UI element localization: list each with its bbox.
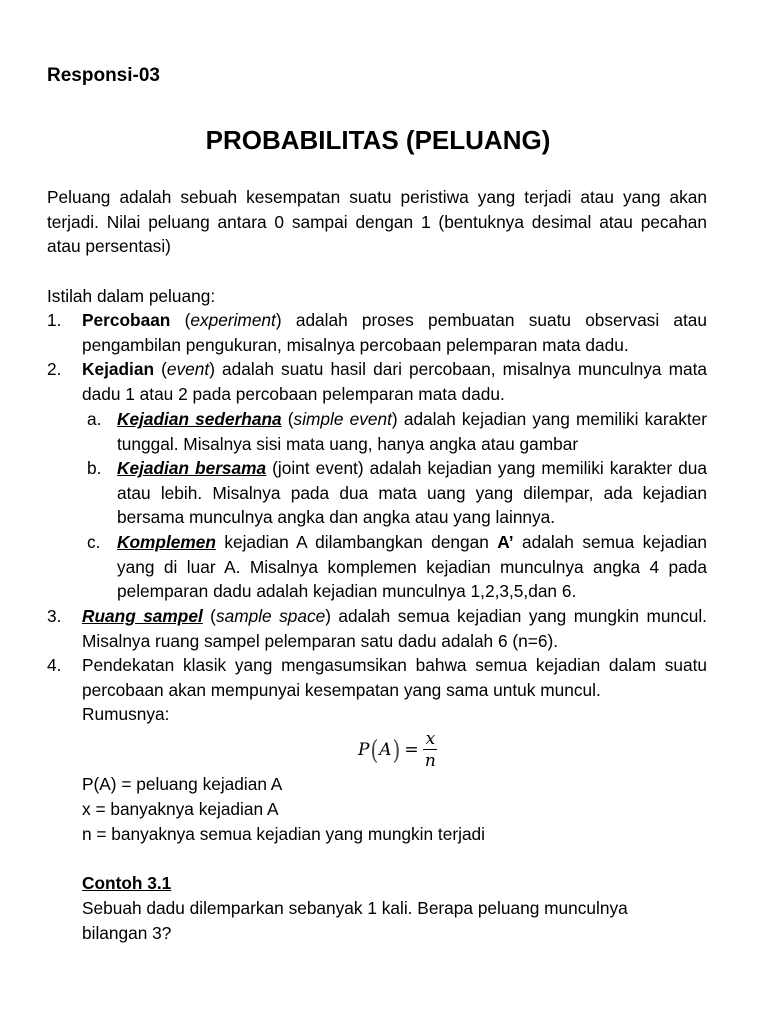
formula-label: Rumusnya: [82, 704, 170, 724]
example-heading: Contoh 3.1 [82, 873, 172, 893]
item-number: 2. [47, 359, 62, 379]
subitem-kejadian-bersama [117, 456, 707, 530]
text-fragment: ( [154, 359, 167, 379]
text-fragment: kejadian A dilambangkan dengan [215, 532, 498, 552]
formula-paren-left: ( [370, 734, 379, 766]
item-text: ) adalah suatu hasil dari percobaan, misalnya munculnya mata dadu 1 atau 2 pada percobaan pelemparan mata dadu. [82, 359, 708, 404]
term-komplemen: Komplemen [117, 532, 216, 552]
formula-denominator: n [424, 750, 436, 771]
example-text: Sebuah dadu dilemparkan sebanyak 1 kali. Berapa peluang munculnya bilangan 3? [82, 898, 628, 943]
item-number: 1. [47, 310, 62, 330]
item-number: 4. [47, 655, 62, 675]
definition-x: x = banyaknya kejadian A [82, 799, 279, 819]
subitem-kejadian-sederhana [117, 407, 707, 456]
term-kejadian-bersama: Kejadian bersama [117, 458, 267, 478]
text-fragment: ( [202, 606, 216, 626]
intro-paragraph: Peluang adalah sebuah kesempatan suatu peristiwa yang terjadi atau yang akan terjadi. Nilai peluang antara 0 sampai dengan 1 (bentuknya desimal atau pecahan atau persentasi) [47, 187, 707, 257]
list-item-percobaan [82, 308, 707, 357]
formula-equals: = [404, 740, 419, 760]
formula-numerator: x [425, 728, 436, 749]
term-italic: simple event [293, 409, 392, 429]
terms-heading: Istilah dalam peluang: [47, 286, 216, 306]
document-label: Responsi-03 [47, 65, 160, 86]
term-percobaan: Percobaan [82, 310, 171, 330]
page-title: PROBABILITAS (PELUANG) [205, 125, 551, 155]
item-text: ) adalah kejadian yang memiliki karakter tunggal. Misalnya sisi mata uang, hanya angka atau gambar [117, 409, 707, 454]
term-italic: sample space [215, 606, 326, 626]
subitem-komplemen [117, 530, 707, 604]
term-kejadian: Kejadian [82, 359, 155, 379]
definition-n: n = banyaknya semua kejadian yang mungkin terjadi [82, 824, 486, 844]
formula-a: A [379, 740, 392, 760]
formula-p: P [358, 740, 370, 760]
list-item-ruang-sampel [82, 604, 707, 653]
text-fragment: ( [281, 409, 294, 429]
subitem-letter: b. [87, 458, 102, 478]
item-text: ) adalah proses pembuatan suatu observasi atau pengambilan pengukuran, misalnya percobaan pelemparan mata dadu. [82, 310, 708, 355]
subitem-letter: a. [87, 409, 102, 429]
term-kejadian-sederhana: Kejadian sederhana [117, 409, 282, 429]
text-fragment: ( [170, 310, 191, 330]
term-ruang-sampel: Ruang sampel [82, 606, 203, 626]
item-text: adalah semua kejadian yang di luar A. Misalnya komplemen kejadian munculnya angka 4 pada pelemparan dadu adalah kejadian munculnya 1,2,3,5,dan 6. [117, 532, 707, 602]
formula-paren-right: ) [392, 734, 401, 766]
term-a-prime: A’ [497, 532, 514, 552]
list-item-pendekatan-klasik: Pendekatan klasik yang mengasumsikan bahwa semua kejadian dalam suatu percobaan akan mempunyai kesempatan yang sama untuk muncul. [82, 655, 707, 700]
item-text: (joint event) adalah kejadian yang memiliki karakter dua atau lebih. Misalnya pada dua mata uang yang dilempar, ada kejadian bersama munculnya angka dan angka atau yang lainnya. [117, 458, 707, 528]
list-item-kejadian [82, 357, 707, 406]
subitem-letter: c. [87, 532, 101, 552]
term-italic: event [166, 359, 210, 379]
probability-formula [358, 726, 438, 774]
term-italic: experiment [190, 310, 276, 330]
item-text: ) adalah semua kejadian yang mungkin muncul. Misalnya ruang sampel pelemparan satu dadu adalah 6 (n=6). [82, 606, 707, 651]
item-number: 3. [47, 606, 62, 626]
formula-fraction [423, 729, 439, 772]
definition-pa: P(A) = peluang kejadian A [82, 774, 283, 794]
